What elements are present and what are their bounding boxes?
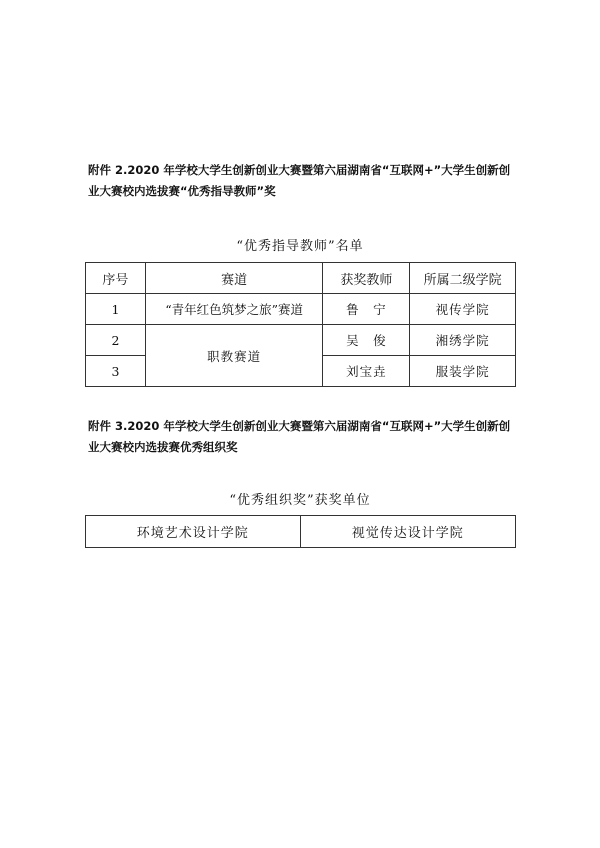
header-college: 所属二级学院 bbox=[410, 263, 516, 294]
teacher-award-table bbox=[85, 262, 516, 387]
section2-heading: 附件 2.2020 年学校大学生创新创业大赛暨第六届湖南省“互联网+”大学生创新创业大赛校内选拔赛“优秀指导教师”奖 bbox=[88, 163, 511, 198]
header-teacher: 获奖教师 bbox=[323, 263, 410, 294]
table-row bbox=[86, 294, 516, 325]
row-no: 3 bbox=[86, 356, 146, 387]
row-college: 服装学院 bbox=[410, 356, 516, 387]
row-teacher: 刘宝垚 bbox=[323, 356, 410, 387]
organization-award-table bbox=[85, 515, 516, 548]
row-track: 职教赛道 bbox=[145, 325, 323, 387]
award-unit: 视觉传达设计学院 bbox=[300, 516, 516, 548]
row-teacher: 吴 俊 bbox=[323, 325, 410, 356]
table-row bbox=[86, 516, 516, 548]
section3-heading: 附件 3.2020 年学校大学生创新创业大赛暨第六届湖南省“互联网+”大学生创新创业大赛校内选拔赛优秀组织奖 bbox=[88, 419, 511, 454]
row-teacher: 鲁 宁 bbox=[323, 294, 410, 325]
table-header-row bbox=[86, 263, 516, 294]
row-no: 2 bbox=[86, 325, 146, 356]
row-college: 湘绣学院 bbox=[410, 325, 516, 356]
row-no: 1 bbox=[86, 294, 146, 325]
table-row bbox=[86, 325, 516, 356]
header-track: 赛道 bbox=[145, 263, 323, 294]
row-college: 视传学院 bbox=[410, 294, 516, 325]
teacher-list-caption: “优秀指导教师”名单 bbox=[236, 239, 364, 254]
unit-list-caption: “优秀组织奖”获奖单位 bbox=[229, 493, 371, 508]
header-no: 序号 bbox=[86, 263, 146, 294]
row-track: “青年红色筑梦之旅”赛道 bbox=[145, 294, 323, 325]
award-unit: 环境艺术设计学院 bbox=[86, 516, 301, 548]
